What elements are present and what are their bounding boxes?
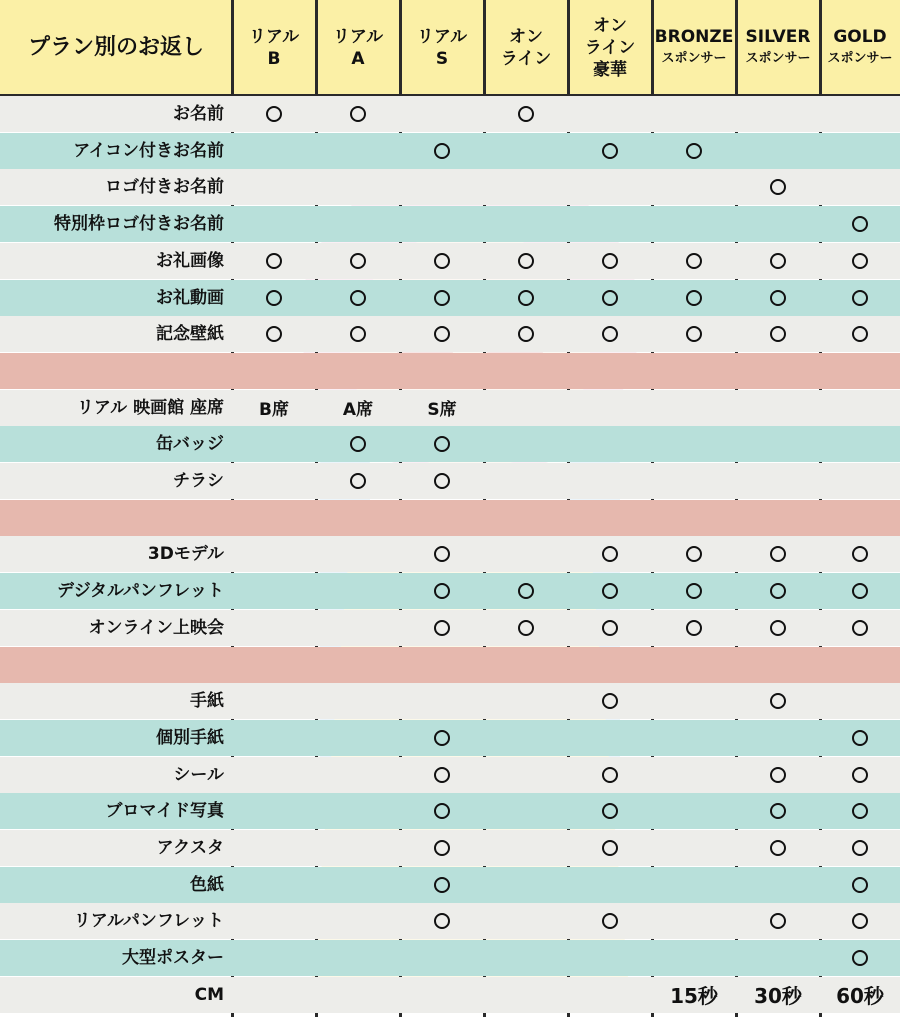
cell-value: S席: [427, 400, 457, 421]
circle-icon: [518, 326, 534, 342]
row-label: 色紙: [190, 874, 224, 895]
circle-icon: [266, 106, 282, 122]
row-label: [0, 647, 224, 683]
included-mark-icon: [652, 316, 736, 352]
table-row: [0, 243, 900, 279]
row-label: 記念壁紙: [156, 324, 224, 345]
included-mark-icon: [316, 463, 400, 499]
row-label: チラシ: [173, 471, 224, 491]
included-mark-icon: [568, 610, 652, 646]
circle-icon: [686, 290, 702, 306]
column-header-line: スポンサー: [827, 51, 893, 66]
section-divider-row: [0, 500, 900, 536]
circle-icon: [852, 767, 868, 783]
included-mark-icon: [484, 316, 568, 352]
included-mark-icon: [736, 903, 820, 939]
included-mark-icon: [820, 757, 900, 793]
circle-icon: [434, 436, 450, 452]
included-mark-icon: [232, 280, 316, 316]
row-label: アイコン付きお名前: [73, 140, 224, 161]
circle-icon: [686, 143, 702, 159]
included-mark-icon: [820, 316, 900, 352]
circle-icon: [518, 106, 534, 122]
included-mark-icon: [820, 573, 900, 609]
included-mark-icon: [400, 793, 484, 829]
included-mark-icon: [316, 243, 400, 279]
circle-icon: [266, 326, 282, 342]
included-mark-icon: [400, 903, 484, 939]
circle-icon: [770, 913, 786, 929]
included-mark-icon: [652, 610, 736, 646]
table-row: [0, 133, 900, 169]
circle-icon: [350, 106, 366, 122]
circle-icon: [770, 253, 786, 269]
table-row: [0, 280, 900, 316]
included-mark-icon: [316, 426, 400, 462]
table-row: [0, 169, 900, 205]
included-mark-icon: [400, 757, 484, 793]
row-label: リアル 映画館 座席: [76, 397, 224, 418]
included-mark-icon: [568, 536, 652, 572]
included-mark-icon: [652, 280, 736, 316]
circle-icon: [686, 253, 702, 269]
included-mark-icon: [400, 280, 484, 316]
circle-icon: [602, 326, 618, 342]
circle-icon: [434, 840, 450, 856]
cell-value: 30秒: [754, 984, 802, 1009]
column-header: [652, 0, 736, 96]
row-label: ロゴ付きお名前: [105, 177, 224, 198]
circle-icon: [852, 620, 868, 636]
column-header-line: A: [351, 49, 365, 69]
included-mark-icon: [400, 867, 484, 903]
circle-icon: [434, 143, 450, 159]
circle-icon: [350, 473, 366, 489]
included-mark-icon: [400, 463, 484, 499]
circle-icon: [770, 290, 786, 306]
included-mark-icon: [736, 830, 820, 866]
circle-icon: [770, 693, 786, 709]
included-mark-icon: [820, 280, 900, 316]
table-row: [0, 867, 900, 903]
column-header-line: オン: [509, 27, 543, 47]
included-mark-icon: [820, 610, 900, 646]
included-mark-icon: [652, 133, 736, 169]
cell-value: 60秒: [836, 984, 884, 1009]
table-row: [0, 977, 900, 1013]
table-row: [0, 793, 900, 829]
column-header-line: SILVER: [745, 27, 811, 47]
included-mark-icon: [400, 243, 484, 279]
included-mark-icon: [400, 133, 484, 169]
table-row: [0, 390, 900, 426]
column-header: [820, 0, 900, 96]
included-mark-icon: [568, 280, 652, 316]
circle-icon: [852, 546, 868, 562]
included-mark-icon: [568, 903, 652, 939]
included-mark-icon: [736, 536, 820, 572]
column-header-line: BRONZE: [654, 27, 734, 47]
column-header-line: S: [435, 49, 449, 69]
circle-icon: [852, 290, 868, 306]
column-header-line: スポンサー: [745, 51, 811, 66]
column-header-line: GOLD: [833, 27, 887, 47]
included-mark-icon: [736, 683, 820, 719]
included-mark-icon: [736, 280, 820, 316]
column-header: [232, 0, 316, 96]
row-label: 3Dモデル: [147, 544, 224, 565]
circle-icon: [602, 767, 618, 783]
cell-value: A席: [342, 400, 374, 421]
table-row: [0, 96, 900, 132]
included-mark-icon: [568, 573, 652, 609]
table-row: [0, 610, 900, 646]
row-label: 特別枠ロゴ付きお名前: [54, 214, 224, 235]
table-row: [0, 536, 900, 572]
circle-icon: [434, 253, 450, 269]
circle-icon: [602, 693, 618, 709]
circle-icon: [266, 290, 282, 306]
circle-icon: [770, 179, 786, 195]
row-label: オンライン上映会: [88, 617, 224, 638]
row-label: 手紙: [190, 691, 224, 712]
circle-icon: [434, 473, 450, 489]
row-label: お礼画像: [156, 250, 224, 271]
included-mark-icon: [736, 169, 820, 205]
included-mark-icon: [484, 610, 568, 646]
row-label: お名前: [173, 104, 224, 124]
circle-icon: [602, 290, 618, 306]
circle-icon: [434, 803, 450, 819]
included-mark-icon: [820, 536, 900, 572]
row-label: お礼動画: [156, 287, 224, 308]
included-mark-icon: [400, 830, 484, 866]
table-row: [0, 426, 900, 462]
circle-icon: [602, 253, 618, 269]
circle-icon: [602, 913, 618, 929]
included-mark-icon: [820, 793, 900, 829]
column-header-line: リアル: [416, 27, 468, 47]
column-header: [316, 0, 400, 96]
included-mark-icon: [820, 903, 900, 939]
table-row: [0, 757, 900, 793]
circle-icon: [266, 253, 282, 269]
included-mark-icon: [820, 830, 900, 866]
column-header-line: リアル: [248, 27, 300, 47]
row-label: リアルパンフレット: [73, 911, 224, 932]
included-mark-icon: [400, 573, 484, 609]
row-label: 個別手紙: [156, 727, 224, 748]
column-header-line: リアル: [332, 27, 384, 47]
table-row: [0, 720, 900, 756]
circle-icon: [350, 290, 366, 306]
column-header-line: 豪華: [593, 60, 627, 80]
circle-icon: [686, 620, 702, 636]
included-mark-icon: [568, 133, 652, 169]
circle-icon: [770, 620, 786, 636]
circle-icon: [518, 620, 534, 636]
circle-icon: [518, 253, 534, 269]
column-header: [568, 0, 652, 96]
row-label: ブロマイド写真: [105, 801, 224, 822]
circle-icon: [434, 290, 450, 306]
circle-icon: [852, 840, 868, 856]
circle-icon: [770, 803, 786, 819]
circle-icon: [434, 546, 450, 562]
cell-value: 15秒: [670, 984, 718, 1009]
table-row: [0, 683, 900, 719]
included-mark-icon: [652, 573, 736, 609]
included-mark-icon: [400, 610, 484, 646]
circle-icon: [852, 803, 868, 819]
included-mark-icon: [316, 316, 400, 352]
row-label: デジタルパンフレット: [57, 581, 224, 602]
circle-icon: [434, 767, 450, 783]
circle-icon: [852, 913, 868, 929]
circle-icon: [770, 546, 786, 562]
row-label: [0, 500, 224, 536]
included-mark-icon: [820, 206, 900, 242]
included-mark-icon: [232, 243, 316, 279]
circle-icon: [686, 546, 702, 562]
included-mark-icon: [232, 96, 316, 132]
circle-icon: [852, 950, 868, 966]
circle-icon: [350, 326, 366, 342]
included-mark-icon: [736, 757, 820, 793]
included-mark-icon: [652, 243, 736, 279]
circle-icon: [434, 326, 450, 342]
included-mark-icon: [736, 573, 820, 609]
table-row: [0, 573, 900, 609]
column-header-line: B: [267, 49, 281, 69]
included-mark-icon: [568, 830, 652, 866]
included-mark-icon: [400, 426, 484, 462]
included-mark-icon: [232, 316, 316, 352]
circle-icon: [350, 436, 366, 452]
included-mark-icon: [568, 316, 652, 352]
included-mark-icon: [484, 573, 568, 609]
circle-icon: [852, 216, 868, 232]
circle-icon: [686, 583, 702, 599]
included-mark-icon: [820, 867, 900, 903]
included-mark-icon: [316, 96, 400, 132]
circle-icon: [518, 583, 534, 599]
table-row: [0, 463, 900, 499]
row-label: [0, 353, 224, 389]
column-header-line: ライン: [584, 38, 636, 58]
circle-icon: [518, 290, 534, 306]
included-mark-icon: [820, 243, 900, 279]
circle-icon: [602, 143, 618, 159]
included-mark-icon: [484, 96, 568, 132]
included-mark-icon: [736, 316, 820, 352]
included-mark-icon: [568, 243, 652, 279]
included-mark-icon: [400, 720, 484, 756]
row-label: 缶バッジ: [156, 434, 224, 455]
included-mark-icon: [736, 793, 820, 829]
circle-icon: [602, 546, 618, 562]
circle-icon: [602, 803, 618, 819]
table-row: [0, 830, 900, 866]
circle-icon: [434, 583, 450, 599]
table-row: [0, 206, 900, 242]
column-header: [736, 0, 820, 96]
circle-icon: [852, 877, 868, 893]
circle-icon: [602, 620, 618, 636]
circle-icon: [852, 730, 868, 746]
circle-icon: [602, 583, 618, 599]
circle-icon: [770, 767, 786, 783]
column-header-line: オン: [593, 16, 627, 36]
included-mark-icon: [484, 280, 568, 316]
circle-icon: [770, 583, 786, 599]
circle-icon: [434, 877, 450, 893]
column-header-line: スポンサー: [661, 51, 727, 66]
included-mark-icon: [736, 243, 820, 279]
circle-icon: [350, 253, 366, 269]
included-mark-icon: [820, 940, 900, 976]
circle-icon: [434, 730, 450, 746]
row-label: アクスタ: [156, 838, 224, 858]
circle-icon: [770, 840, 786, 856]
row-label: シール: [173, 764, 224, 785]
included-mark-icon: [568, 793, 652, 829]
circle-icon: [852, 583, 868, 599]
circle-icon: [770, 326, 786, 342]
table-row: [0, 940, 900, 976]
circle-icon: [852, 253, 868, 269]
circle-icon: [434, 913, 450, 929]
row-label: CM: [194, 984, 224, 1005]
included-mark-icon: [820, 720, 900, 756]
section-divider-row: [0, 647, 900, 683]
column-header-line: ライン: [500, 49, 552, 69]
included-mark-icon: [316, 280, 400, 316]
table-title: プラン別のお返し: [27, 35, 204, 60]
included-mark-icon: [400, 536, 484, 572]
included-mark-icon: [568, 757, 652, 793]
table-row: [0, 903, 900, 939]
row-label: 大型ポスター: [122, 948, 224, 969]
included-mark-icon: [568, 683, 652, 719]
section-divider-row: [0, 353, 900, 389]
cell-value: B席: [259, 400, 289, 421]
table-row: [0, 316, 900, 352]
included-mark-icon: [484, 243, 568, 279]
included-mark-icon: [400, 316, 484, 352]
column-header: [484, 0, 568, 96]
column-header: [400, 0, 484, 96]
circle-icon: [602, 840, 618, 856]
circle-icon: [434, 620, 450, 636]
included-mark-icon: [652, 536, 736, 572]
circle-icon: [686, 326, 702, 342]
circle-icon: [852, 326, 868, 342]
included-mark-icon: [736, 610, 820, 646]
